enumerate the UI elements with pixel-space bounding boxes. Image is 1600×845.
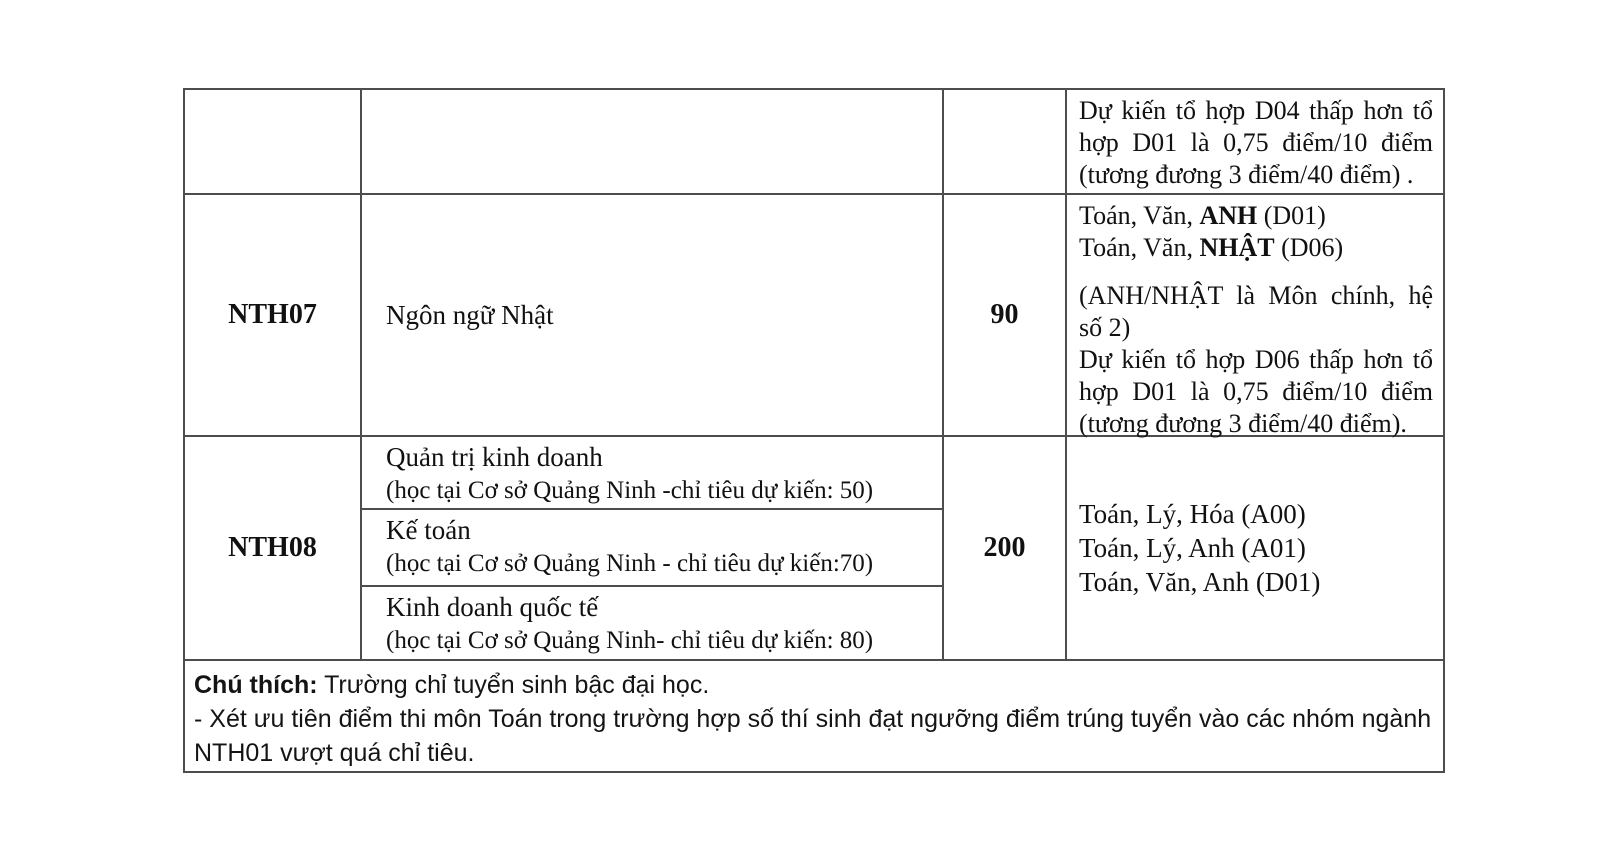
major-name: Ngôn ngữ Nhật [360, 195, 942, 435]
quota-value: 200 [942, 437, 1065, 659]
footnote-text: Trường chỉ tuyển sinh bậc đại học. [317, 671, 710, 699]
combo-prefix: Toán, Văn, [1079, 201, 1200, 230]
combo-suffix: (D01) [1257, 201, 1326, 230]
main-subject-note: (ANH/NHẬT là Môn chính, hệ số 2) [1079, 281, 1433, 342]
admissions-table [183, 88, 1445, 773]
combo-note-cell [1065, 90, 1443, 193]
major-campus-note: (học tại Cơ sở Quảng Ninh - chỉ tiêu dự kiến:70) [386, 550, 874, 577]
empty-quota-cell [942, 90, 1065, 193]
empty-major-cell [360, 90, 942, 193]
combo-line-d06 [1079, 232, 1433, 264]
combo-line-a01: Toán, Lý, Anh (A01) [1079, 533, 1306, 563]
major-name: Kế toán [386, 515, 471, 545]
table-row-nth07 [185, 193, 1443, 438]
group-code: NTH08 [228, 532, 317, 563]
major-name: Quản trị kinh doanh [386, 442, 603, 472]
majors-cell-nth08 [360, 437, 942, 659]
group-code: NTH07 [228, 299, 317, 330]
combo-line-d01: Toán, Văn, Anh (D01) [1079, 567, 1321, 597]
table-row-footnote [185, 659, 1443, 771]
major-subrow [362, 437, 942, 508]
major-name: Kinh doanh quốc tế [386, 592, 599, 622]
major-subrow [362, 508, 942, 585]
combo-suffix: (D06) [1274, 233, 1344, 262]
combo-prefix: Toán, Văn, [1079, 233, 1200, 262]
footnote-label: Chú thích: [194, 671, 318, 699]
combo-cell-nth07 [1065, 195, 1443, 438]
footnote-cell [185, 661, 1443, 771]
d04-difference-note: Dự kiến tổ hợp D04 thấp hơn tổ hợp D01 là 0,75 điểm/10 điểm (tương đương 3 điểm/40 điểm) . [1079, 96, 1433, 189]
table-row-partial [185, 90, 1443, 193]
combo-list [1067, 437, 1443, 659]
combo-cell-nth08 [1065, 437, 1443, 659]
major-campus-note: (học tại Cơ sở Quảng Ninh -chỉ tiêu dự kiến: 50) [386, 477, 874, 504]
major-subrows [362, 437, 942, 659]
footnote-line2: - Xét ưu tiên điểm thi môn Toán trong trường hợp số thí sinh đạt ngưỡng điểm trúng tuyển vào các nhóm ngành NTH01 vượt quá chỉ tiêu. [194, 705, 1432, 767]
d06-difference-note: Dự kiến tổ hợp D06 thấp hơn tổ hợp D01 là 0,75 điểm/10 điểm (tương đương 3 điểm/40 điểm). [1079, 345, 1433, 438]
empty-code-cell [185, 90, 360, 193]
quota-value: 90 [942, 195, 1065, 435]
table-row-nth08 [185, 435, 1443, 659]
combo-main-subject: ANH [1199, 201, 1258, 230]
major-subrow [362, 585, 942, 659]
combo-main-subject: NHẬT [1199, 233, 1275, 262]
combo-line-d01 [1079, 200, 1433, 232]
footnote-line1 [194, 668, 1433, 702]
major-campus-note: (học tại Cơ sở Quảng Ninh- chỉ tiêu dự kiến: 80) [386, 627, 874, 654]
combo-line-a00: Toán, Lý, Hóa (A00) [1079, 499, 1306, 529]
